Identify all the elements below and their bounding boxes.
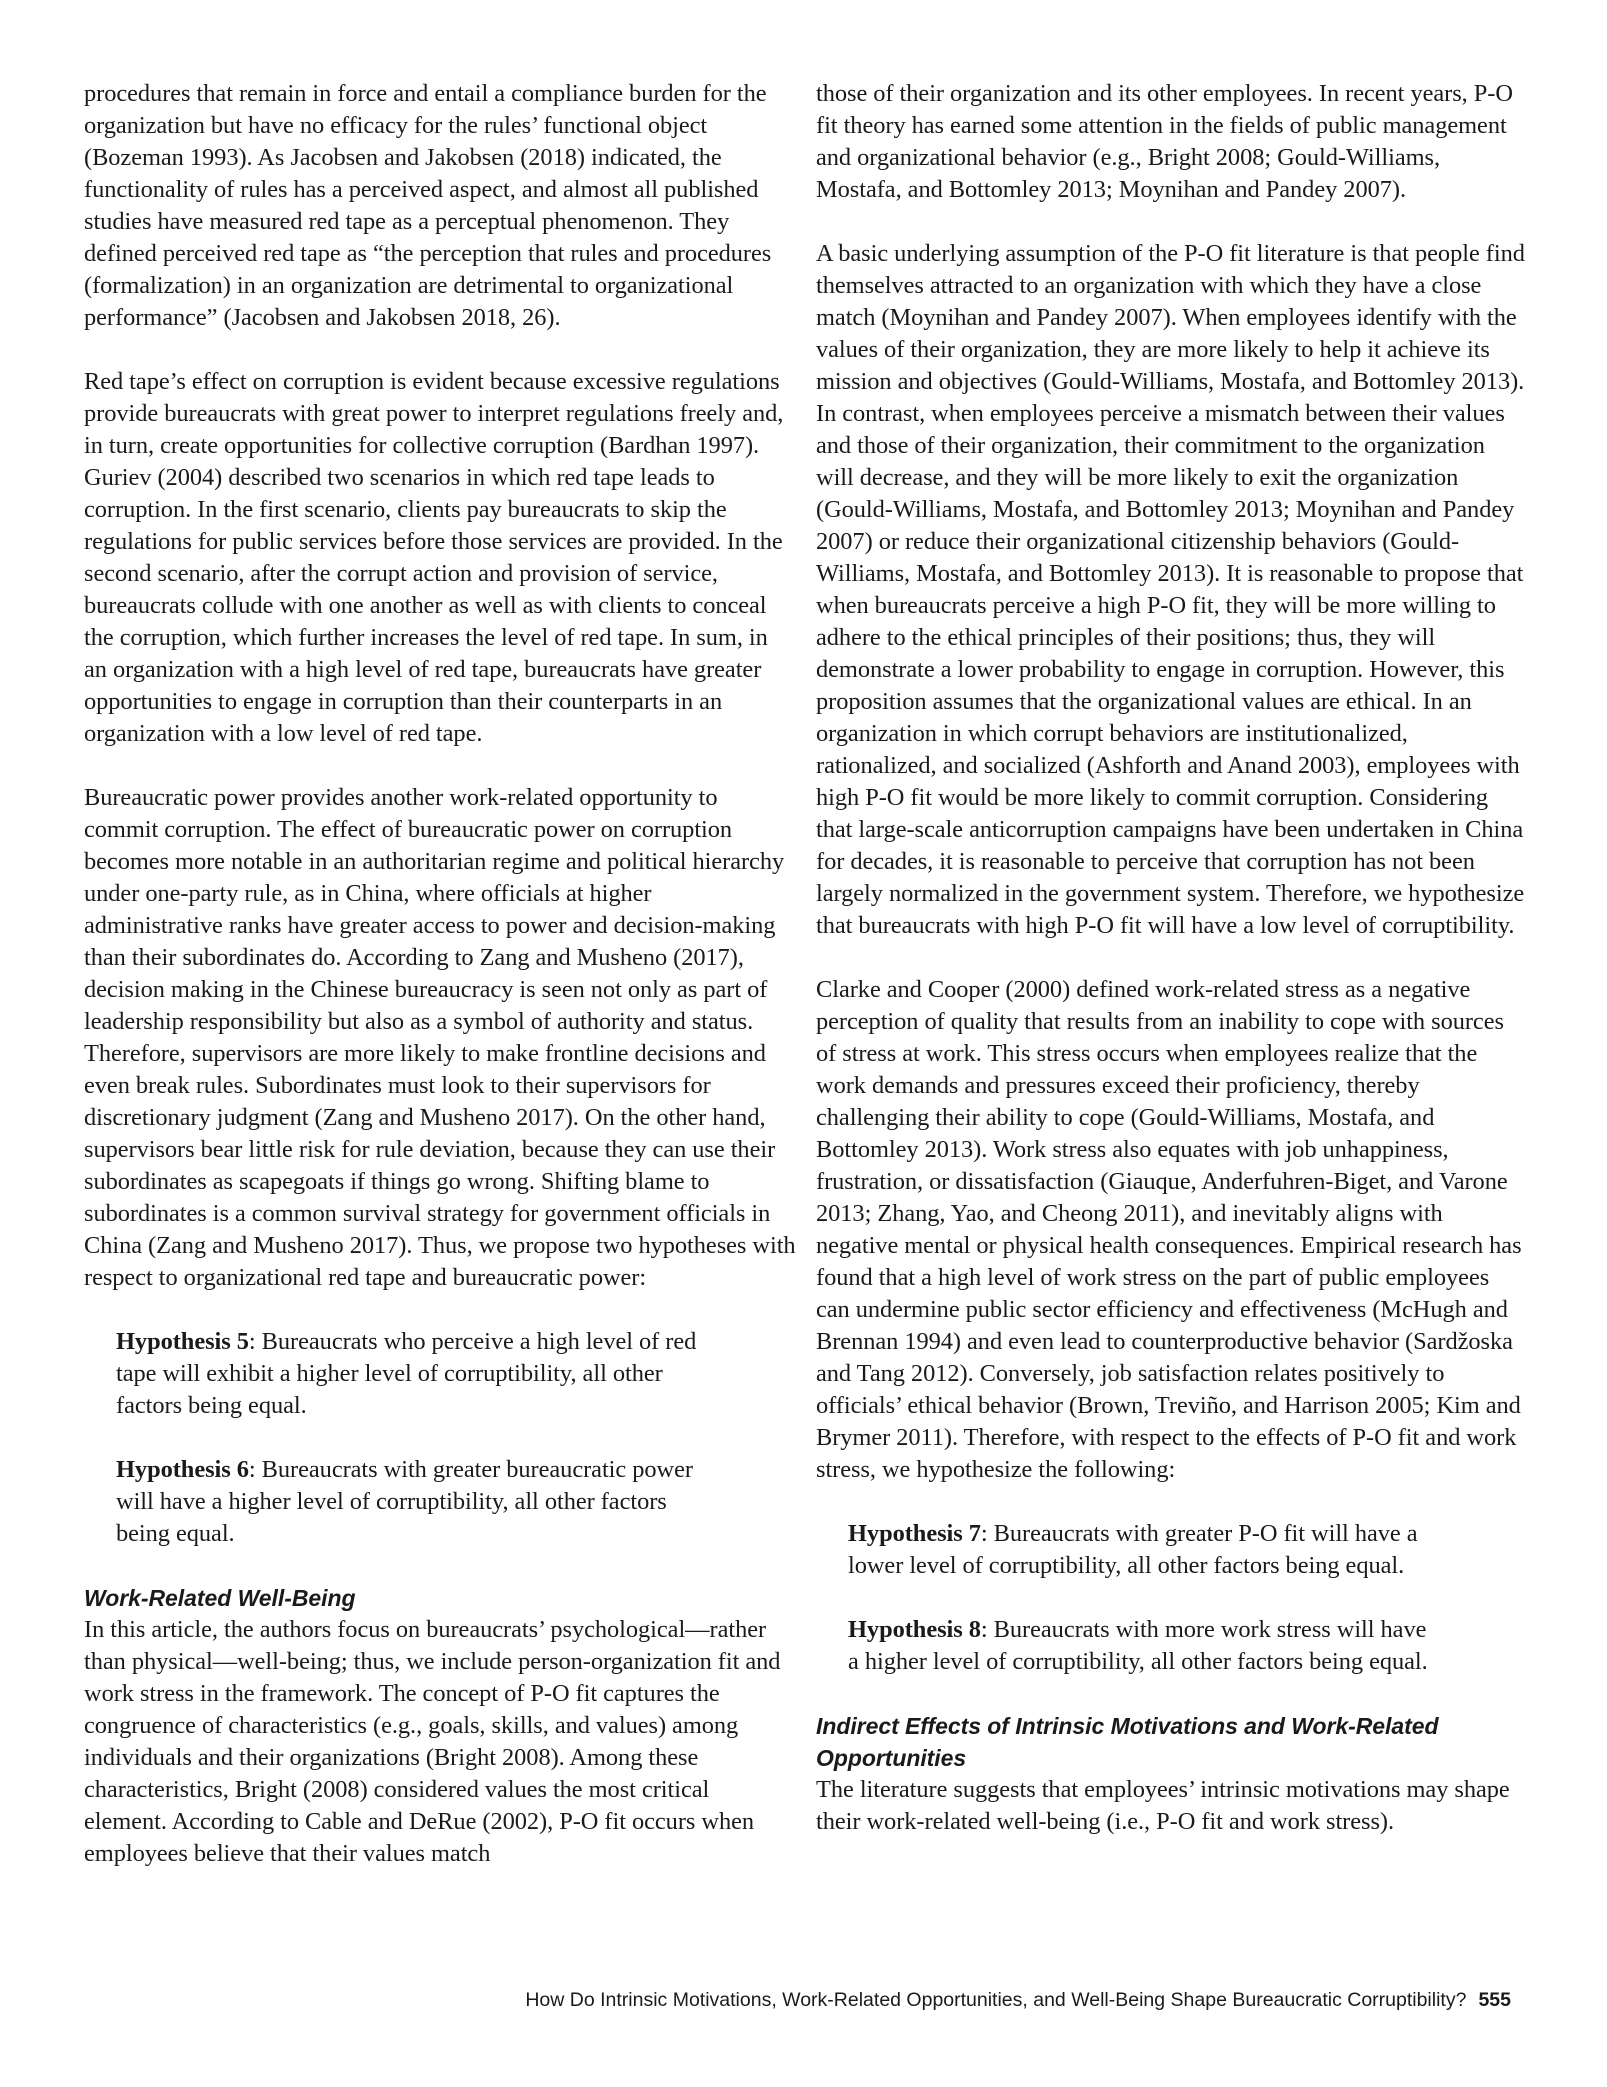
left-column [84,78,796,1870]
paragraph: A basic underlying assumption of the P-O fit literature is that people find themselves attracted to an organization with which they have a close match (Moynihan and Pandey 2007). When employees identify with the values of their organization, they are more likely to help it achieve its mission and objectives (Gould-Williams, Mostafa, and Bottomley 2013). In contrast, when employees perceive a mismatch between their values and those of their organization, their commitment to the organization will decrease, and they will be more likely to exit the organization (Gould-Williams, Mostafa, and Bottomley 2013; Moynihan and Pandey 2007) or reduce their organizational citizenship behaviors (Gould-Williams, Mostafa, and Bottomley 2013). It is reasonable to propose that when bureaucrats perceive a high P-O fit, they will be more willing to adhere to the ethical principles of their positions; thus, they will demonstrate a lower probability to engage in corruption. However, this proposition assumes that the organizational values are ethical. In an organization in which corrupt behaviors are institutionalized, rationalized, and socialized (Ashforth and Anand 2003), employees with high P-O fit would be more likely to commit corruption. Considering that large-scale anticorruption campaigns have been undertaken in China for decades, it is reasonable to perceive that corruption has not been largely normalized in the government system. Therefore, we hypothesize that bureaucrats with high P-O fit will have a low level of corruptibility. [816,240,1525,939]
hypothesis-8 [848,1614,1528,1678]
hypothesis-text: : Bureaucrats with more work stress will have a higher level of corruptibility, all other factors being equal. [848,1616,1428,1675]
paragraph: The literature suggests that employees’ intrinsic motivations may shape their work-related well-being (i.e., P-O fit and work stress). [816,1776,1510,1835]
hypothesis-label: Hypothesis 6 [116,1456,249,1483]
hypothesis-5 [116,1326,796,1422]
hypothesis-6 [116,1454,796,1550]
section-heading: Work-Related Well-Being [84,1585,356,1611]
page-number: 555 [1478,1989,1511,2011]
paragraph: those of their organization and its other employees. In recent years, P-O fit theory has earned some attention in the fields of public management and organizational behavior (e.g., Bright 2008; Gould-Williams, Mostafa, and Bottomley 2013; Moynihan and Pandey 2007). [816,80,1513,203]
paragraph: Red tape’s effect on corruption is evident because excessive regulations provide bureaucrats with great power to interpret regulations freely and, in turn, create opportunities for collective corruption (Bardhan 1997). Guriev (2004) described two scenarios in which red tape leads to corruption. In the first scenario, clients pay bureaucrats to skip the regulations for public services before those services are provided. In the second scenario, after the corrupt action and provision of service, bureaucrats collude with one another as well as with clients to conceal the corruption, which further increases the level of red tape. In sum, in an organization with a high level of red tape, bureaucrats have greater opportunities to engage in corruption than their counterparts in an organization with a low level of red tape. [84,368,784,747]
right-column [816,78,1528,1838]
hypothesis-text: : Bureaucrats with greater P-O fit will have a lower level of corruptibility, all other factors being equal. [848,1520,1418,1579]
hypothesis-label: Hypothesis 8 [848,1616,981,1643]
page-footer [525,1988,1511,2012]
paragraph: In this article, the authors focus on bureaucrats’ psychological—rather than physical—well-being; thus, we include person-organization fit and work stress in the framework. The concept of P-O fit captures the congruence of characteristics (e.g., goals, skills, and values) among individuals and their organizations (Bright 2008). Among these characteristics, Bright (2008) considered values the most critical element. According to Cable and DeRue (2002), P-O fit occurs when employees believe that their values match [84,1616,781,1867]
paragraph: Bureaucratic power provides another work-related opportunity to commit corruption. The effect of bureaucratic power on corruption becomes more notable in an authoritarian regime and political hierarchy under one-party rule, as in China, where officials at higher administrative ranks have greater access to power and decision-making than their subordinates do. According to Zang and Musheno (2017), decision making in the Chinese bureaucracy is seen not only as part of leadership responsibility but also as a symbol of authority and status. Therefore, supervisors are more likely to make frontline decisions and even break rules. Subordinates must look to their supervisors for discretionary judgment (Zang and Musheno 2017). On the other hand, supervisors bear little risk for rule deviation, because they can use their subordinates as scapegoats if things go wrong. Shifting blame to subordinates is a common survival strategy for government officials in China (Zang and Musheno 2017). Thus, we propose two hypotheses with respect to organizational red tape and bureaucratic power: [84,784,796,1291]
hypothesis-7 [848,1518,1528,1582]
paragraph: Clarke and Cooper (2000) defined work-related stress as a negative perception of quality that results from an inability to cope with sources of stress at work. This stress occurs when employees realize that the work demands and pressures exceed their proficiency, thereby challenging their ability to cope (Gould-Williams, Mostafa, and Bottomley 2013). Work stress also equates with job unhappiness, frustration, or dissatisfaction (Giauque, Anderfuhren-Biget, and Varone 2013; Zhang, Yao, and Cheong 2011), and inevitably aligns with negative mental or physical health consequences. Empirical research has found that a high level of work stress on the part of public employees can undermine public sector efficiency and effectiveness (McHugh and Brennan 1994) and even lead to counterproductive behavior (Sardžoska and Tang 2012). Conversely, job satisfaction relates positively to officials’ ethical behavior (Brown, Treviño, and Harrison 2005; Kim and Brymer 2011). Therefore, with respect to the effects of P-O fit and work stress, we hypothesize the following: [816,976,1522,1483]
paragraph: procedures that remain in force and entail a compliance burden for the organization but have no efficacy for the rules’ functional object (Bozeman 1993). As Jacobsen and Jakobsen (2018) indicated, the functionality of rules has a perceived aspect, and almost all published studies have measured red tape as a perceptual phenomenon. They defined perceived red tape as “the perception that rules and procedures (formalization) in an organization are detrimental to organizational performance” (Jacobsen and Jakobsen 2018, 26). [84,80,772,331]
hypothesis-text: : Bureaucrats with greater bureaucratic power will have a higher level of corruptibility, all other factors being equal. [116,1456,693,1547]
hypothesis-label: Hypothesis 5 [116,1328,249,1355]
hypothesis-label: Hypothesis 7 [848,1520,981,1547]
section-heading: Indirect Effects of Intrinsic Motivations and Work-Related Opportunities [816,1713,1439,1771]
running-title: How Do Intrinsic Motivations, Work-Related Opportunities, and Well-Being Shape Bureaucratic Corruptibility? [525,1989,1467,2011]
hypothesis-text: : Bureaucrats who perceive a high level of red tape will exhibit a higher level of corruptibility, all other factors being equal. [116,1328,697,1419]
